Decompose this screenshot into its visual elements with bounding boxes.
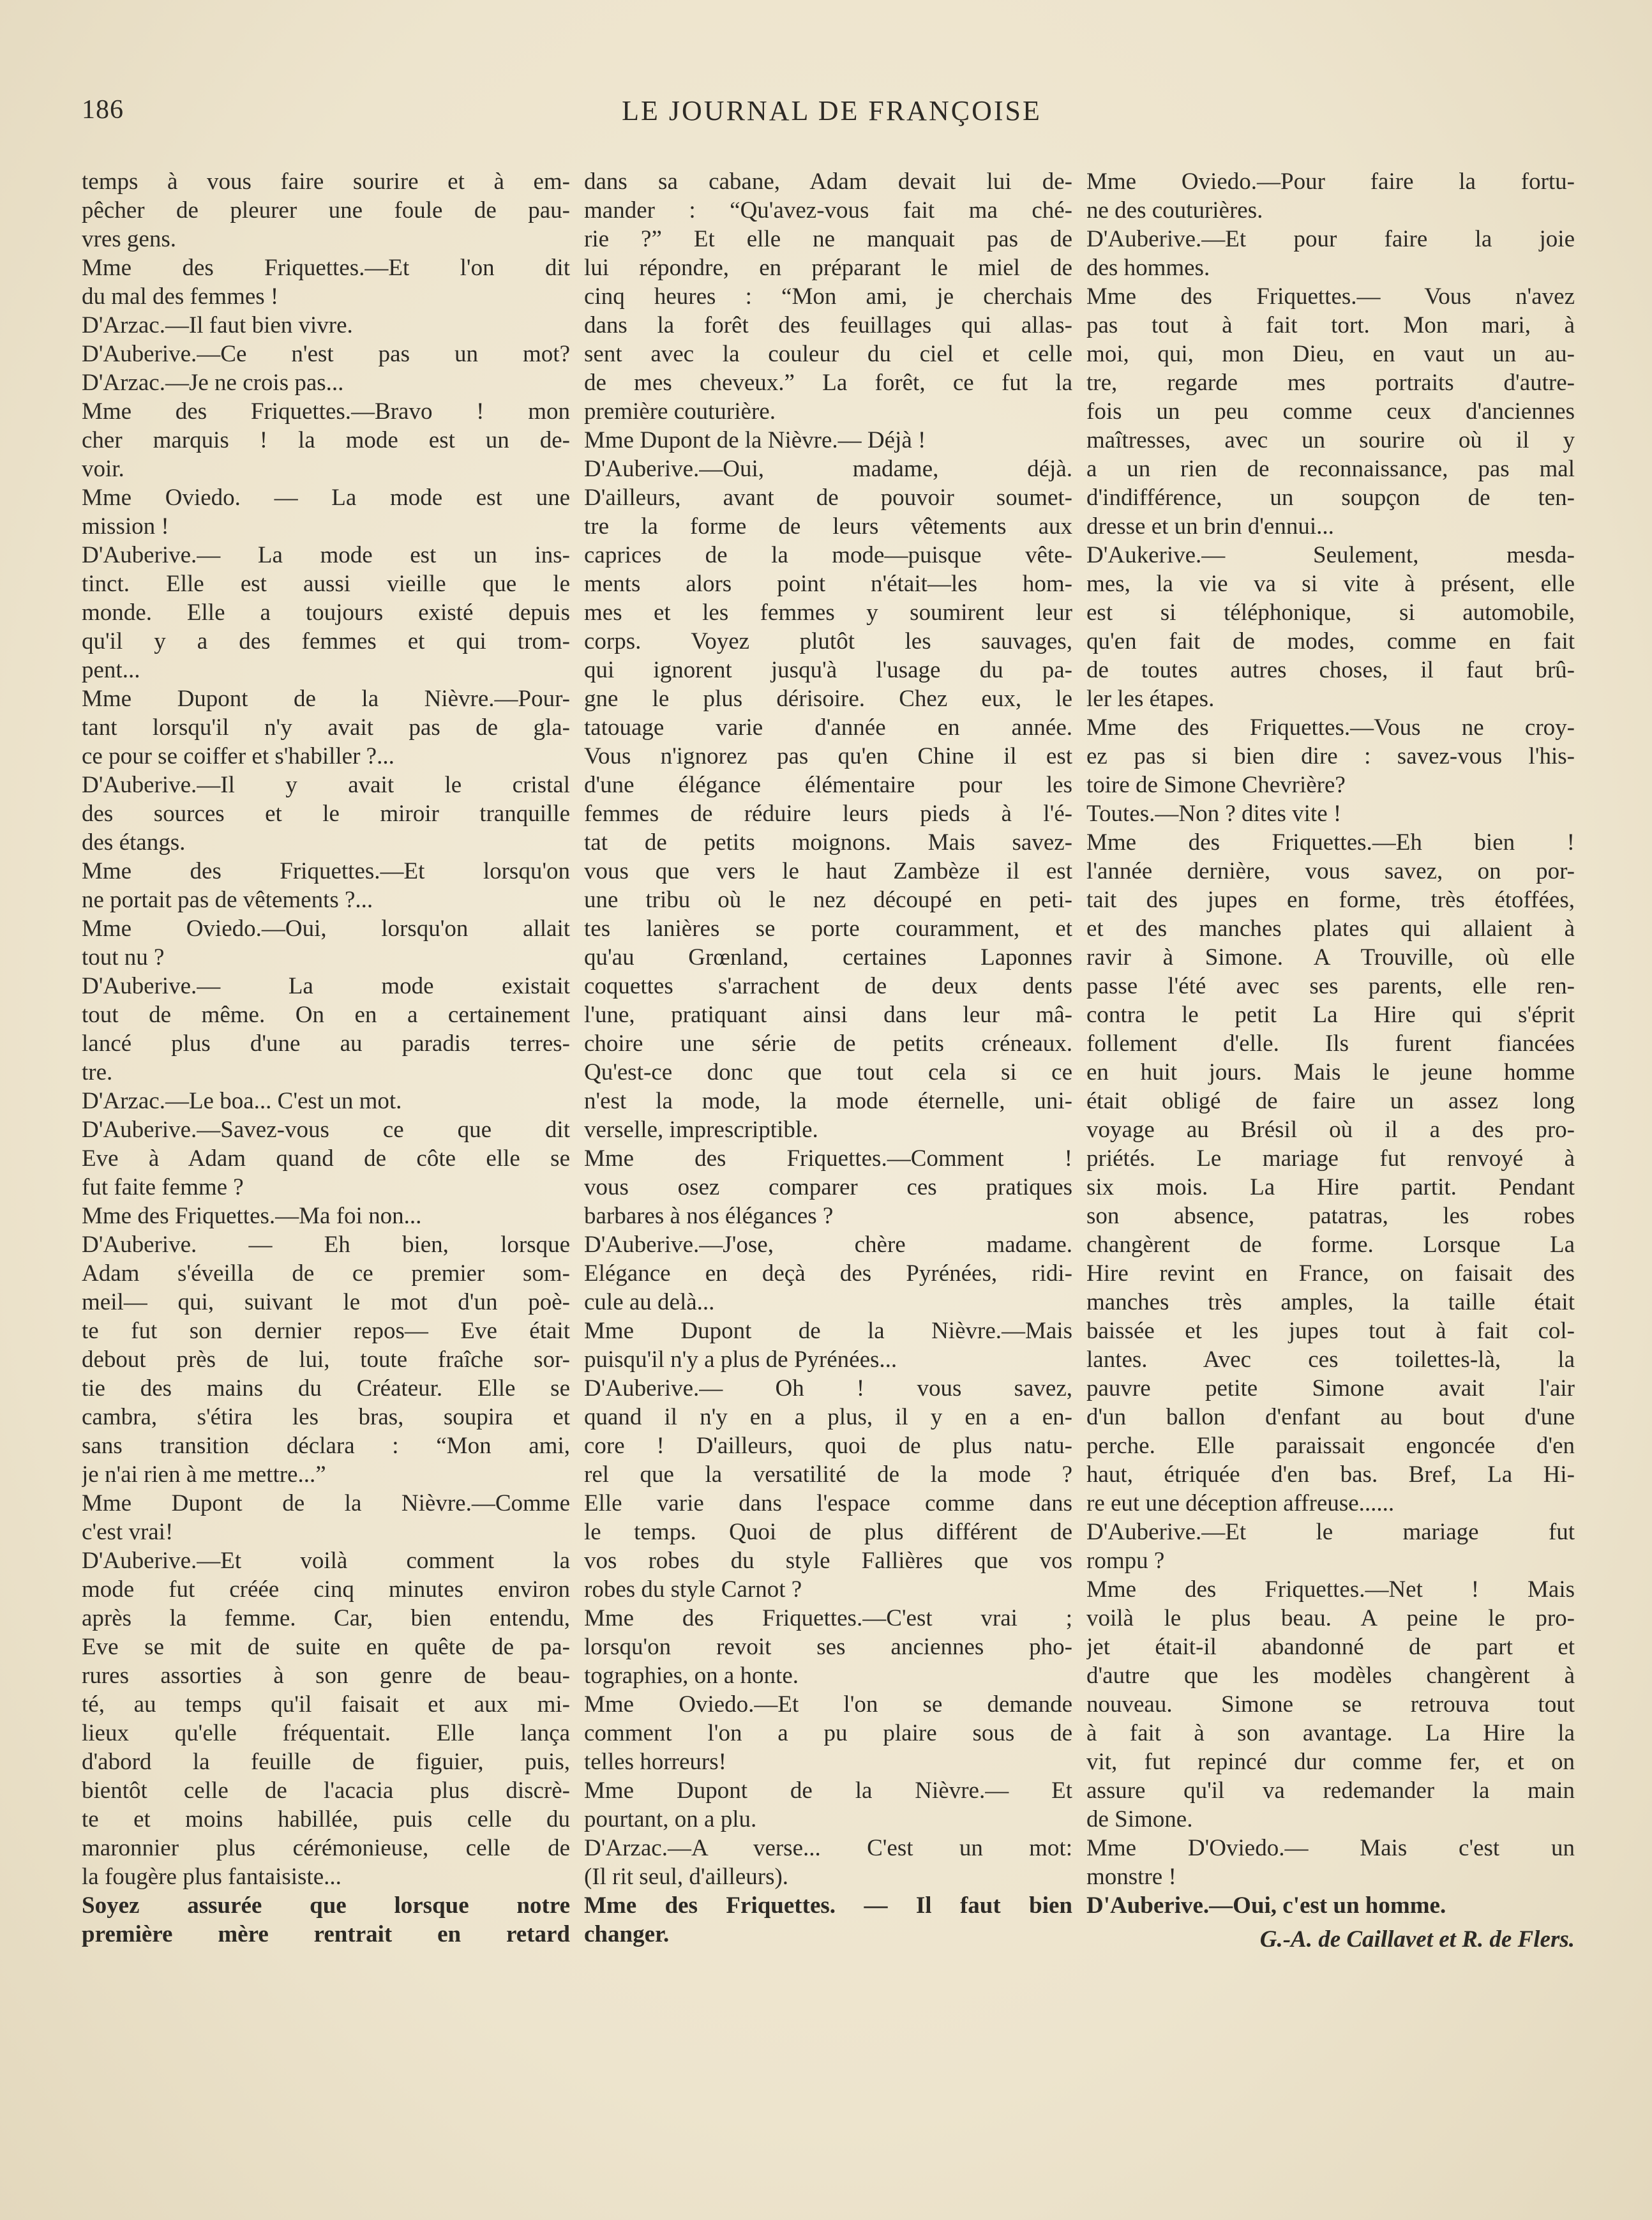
text-line: contra le petit La Hire qui s'éprit — [1086, 1002, 1575, 1028]
text-line: qui ignorent jusqu'à l'usage du pa- — [584, 657, 1072, 683]
text-line: puisqu'il n'y a plus de Pyrénées... — [584, 1347, 897, 1373]
text-line: mander : “Qu'avez-vous fait ma ché- — [584, 197, 1072, 223]
text-line: D'Auberive.—J'ose, chère madame. — [584, 1232, 1072, 1258]
text-line: des sources et le miroir tranquille — [82, 801, 570, 827]
text-line: baissée et les jupes tout à fait col- — [1086, 1318, 1575, 1344]
text-line: son absence, patatras, les robes — [1086, 1203, 1575, 1229]
text-line: tre la forme de leurs vêtements aux — [584, 513, 1072, 540]
text-line: Elégance en deçà des Pyrénées, ridi- — [584, 1260, 1072, 1287]
text-line: Mme Oviedo.—Pour faire la fortu- — [1086, 169, 1575, 195]
text-line: Mme Oviedo. — La mode est une — [82, 485, 570, 511]
text-line: lantes. Avec ces toilettes-là, la — [1086, 1347, 1575, 1373]
text-line: gne le plus dérisoire. Chez eux, le — [584, 686, 1072, 712]
text-line: Mme Dupont de la Nièvre.—Mais — [584, 1318, 1072, 1344]
text-line: une tribu où le nez découpé en peti- — [584, 887, 1072, 913]
text-line: à fait à son avantage. La Hire la — [1086, 1720, 1575, 1746]
text-line: Eve à Adam quand de côte elle se — [82, 1145, 570, 1172]
text-line: qu'au Grœnland, certaines Laponnes — [584, 944, 1072, 970]
text-line: te et moins habillée, puis celle du — [82, 1806, 570, 1832]
text-column-right — [1086, 167, 1575, 1954]
text-line: D'Auberive.—Ce n'est pas un mot? — [82, 341, 570, 367]
text-line: lui répondre, en préparant le miel de — [584, 255, 1072, 281]
text-line: six mois. La Hire partit. Pendant — [1086, 1174, 1575, 1200]
text-line: quand il n'y en a plus, il y en a en- — [584, 1404, 1072, 1430]
text-line: était obligé de faire un assez long — [1086, 1088, 1575, 1114]
text-line: Mme Dupont de la Nièvre.—Comme — [82, 1490, 570, 1516]
text-line: rie ?” Et elle ne manquait pas de — [584, 226, 1072, 252]
text-line: la fougère plus fantaisiste... — [82, 1864, 342, 1890]
text-line: maronnier plus cérémonieuse, celle de — [82, 1835, 570, 1861]
text-line: caprices de la mode—puisque vête- — [584, 542, 1072, 568]
text-line: de mes cheveux.” La forêt, ce fut la — [584, 370, 1072, 396]
text-line: D'Auberive.—Oui, madame, déjà. — [584, 456, 1072, 482]
text-line: l'une, pratiquant ainsi dans leur mâ- — [584, 1002, 1072, 1028]
text-line: et des manches plates qui allaient à — [1086, 916, 1575, 942]
text-line: mission ! — [82, 513, 169, 540]
text-line: D'Auberive. — Eh bien, lorsque — [82, 1232, 570, 1258]
text-line: té, au temps qu'il faisait et aux mi- — [82, 1691, 570, 1718]
text-line: du mal des femmes ! — [82, 283, 279, 310]
text-line: ments alors point n'était—les hom- — [584, 571, 1072, 597]
text-line: rures assorties à son genre de beau- — [82, 1663, 570, 1689]
text-line: robes du style Carnot ? — [584, 1576, 802, 1603]
text-line: n'est la mode, la mode éternelle, uni- — [584, 1088, 1072, 1114]
article-columns — [82, 167, 1582, 2083]
text-line: Toutes.—Non ? dites vite ! — [1086, 801, 1342, 827]
text-line: pas tout à fait tort. Mon mari, à — [1086, 312, 1575, 338]
text-line: ne des couturières. — [1086, 197, 1263, 223]
text-line: ler les étapes. — [1086, 686, 1215, 712]
text-line: de toutes autres choses, il faut brû- — [1086, 657, 1575, 683]
text-line: Soyez assurée que lorsque notre — [82, 1892, 570, 1919]
text-line: D'Arzac.—A verse... C'est un mot: — [584, 1835, 1072, 1861]
text-line: Mme des Friquettes.—Vous ne croy- — [1086, 714, 1575, 741]
text-line: vres gens. — [82, 226, 176, 252]
text-line: tout de même. On en a certainement — [82, 1002, 570, 1028]
text-line: ez pas si bien dire : savez-vous l'his- — [1086, 743, 1575, 769]
text-line: Mme des Friquettes.—Bravo ! mon — [82, 398, 570, 425]
text-line: le temps. Quoi de plus différent de — [584, 1519, 1072, 1545]
text-line: de Simone. — [1086, 1806, 1193, 1832]
text-line: tie des mains du Créateur. Elle se — [82, 1375, 570, 1401]
text-line: Mme des Friquettes.—Comment ! — [584, 1145, 1072, 1172]
text-line: dresse et un brin d'ennui... — [1086, 513, 1334, 540]
text-line: D'Auberive.— Oh ! vous savez, — [584, 1375, 1072, 1401]
text-line: Mme Dupont de la Nièvre.— Déjà ! — [584, 427, 926, 453]
text-line: sans transition déclara : “Mon ami, — [82, 1433, 570, 1459]
text-line: monde. Elle a toujours existé depuis — [82, 600, 570, 626]
text-line: tographies, on a honte. — [584, 1663, 799, 1689]
text-line: Vous n'ignorez pas qu'en Chine il est — [584, 743, 1072, 769]
text-line: Mme Oviedo.—Oui, lorsqu'on allait — [82, 916, 570, 942]
text-line: cinq heures : “Mon ami, je cherchais — [584, 283, 1072, 310]
text-line: fut faite femme ? — [82, 1174, 244, 1200]
text-line: temps à vous faire sourire et à em- — [82, 169, 570, 195]
text-line: lorsqu'on revoit ses anciennes pho- — [584, 1634, 1072, 1660]
text-line: mes, la vie va si vite à présent, elle — [1086, 571, 1575, 597]
text-line: première mère rentrait en retard — [82, 1921, 570, 1947]
text-line: l'année dernière, vous savez, on por- — [1086, 858, 1575, 884]
text-line: des étangs. — [82, 829, 186, 856]
text-line: pent... — [82, 657, 140, 683]
text-line: Mme des Friquettes.—C'est vrai ; — [584, 1605, 1072, 1631]
text-column-middle — [584, 167, 1072, 1949]
text-line: coquettes s'arrachent de deux dents — [584, 973, 1072, 999]
text-line: monstre ! — [1086, 1864, 1176, 1890]
text-line: choire une série de petits créneaux. — [584, 1031, 1072, 1057]
text-line: haut, étriquée d'en bas. Bref, La Hi- — [1086, 1461, 1575, 1488]
text-line: tes lanières se porte couramment, et — [584, 916, 1072, 942]
text-line: d'abord la feuille de figuier, puis, — [82, 1749, 570, 1775]
text-line: meil— qui, suivant le mot d'un poè- — [82, 1289, 570, 1315]
text-line: assure qu'il va redemander la main — [1086, 1778, 1575, 1804]
text-line: telles horreurs! — [584, 1749, 726, 1775]
text-line: barbares à nos élégances ? — [584, 1203, 834, 1229]
text-line: d'un ballon d'enfant au bout d'une — [1086, 1404, 1575, 1430]
text-line: d'indifférence, un soupçon de ten- — [1086, 485, 1575, 511]
text-line: mode fut créée cinq minutes environ — [82, 1576, 570, 1603]
text-line: mes et les femmes y soumirent leur — [584, 600, 1072, 626]
text-line: femmes de réduire leurs pieds à l'é- — [584, 801, 1072, 827]
text-line: bientôt celle de l'acacia plus discrè- — [82, 1778, 570, 1804]
text-line: corps. Voyez plutôt les sauvages, — [584, 628, 1072, 654]
text-line: dans la forêt des feuillages qui allas- — [584, 312, 1072, 338]
text-line: Mme des Friquettes.—Net ! Mais — [1086, 1576, 1575, 1603]
text-line: core ! D'ailleurs, quoi de plus natu- — [584, 1433, 1072, 1459]
text-line: tinct. Elle est aussi vieille que le — [82, 571, 570, 597]
text-line: D'ailleurs, avant de pouvoir soumet- — [584, 485, 1072, 511]
text-line: voir. — [82, 456, 124, 482]
text-line: comment l'on a pu plaire sous de — [584, 1720, 1072, 1746]
text-line: d'une élégance élémentaire pour les — [584, 772, 1072, 798]
text-line: D'Auberive.—Savez-vous ce que dit — [82, 1117, 570, 1143]
text-line: qu'il y a des femmes et qui trom- — [82, 628, 570, 654]
text-line: Mme des Friquettes.— Vous n'avez — [1086, 283, 1575, 310]
text-line: Mme des Friquettes. — Il faut bien — [584, 1892, 1072, 1919]
text-line: Eve se mit de suite en quête de pa- — [82, 1634, 570, 1660]
text-line: tant lorsqu'il n'y avait pas de gla- — [82, 714, 570, 741]
page-number: 186 — [82, 95, 124, 125]
text-line: vous osez comparer ces pratiques — [584, 1174, 1072, 1200]
text-line: Mme des Friquettes.—Eh bien ! — [1086, 829, 1575, 856]
text-line: Hire revint en France, on faisait des — [1086, 1260, 1575, 1287]
text-line: vit, fut repincé dur comme fer, et on — [1086, 1749, 1575, 1775]
text-line: D'Auberive.— La mode existait — [82, 973, 570, 999]
text-line: tre. — [82, 1059, 113, 1085]
text-line: D'Auberive.—Il y avait le cristal — [82, 772, 570, 798]
text-line: est si téléphonique, si automobile, — [1086, 600, 1575, 626]
text-line: Elle varie dans l'espace comme dans — [584, 1490, 1072, 1516]
text-line: lieux qu'elle fréquentait. Elle lança — [82, 1720, 570, 1746]
text-line: rompu ? — [1086, 1548, 1165, 1574]
text-line: D'Arzac.—Le boa... C'est un mot. — [82, 1088, 402, 1114]
text-line: (Il rit seul, d'ailleurs). — [584, 1864, 789, 1890]
text-line: ce pour se coiffer et s'habiller ?... — [82, 743, 394, 769]
text-line: D'Auberive.—Et voilà comment la — [82, 1548, 570, 1574]
text-line: Mme des Friquettes.—Et lorsqu'on — [82, 858, 570, 884]
text-line: d'autre que les modèles changèrent à — [1086, 1663, 1575, 1689]
text-line: passe l'été avec ses parents, elle ren- — [1086, 973, 1575, 999]
text-line: lancé plus d'une au paradis terres- — [82, 1031, 570, 1057]
text-line: fois un peu comme ceux d'anciennes — [1086, 398, 1575, 425]
text-line: pauvre petite Simone avait l'air — [1086, 1375, 1575, 1401]
text-line: changèrent de forme. Lorsque La — [1086, 1232, 1575, 1258]
text-line: tait des jupes en forme, très étoffées, — [1086, 887, 1575, 913]
text-line: debout près de lui, toute fraîche sor- — [82, 1347, 570, 1373]
text-line: voilà le plus beau. A peine le pro- — [1086, 1605, 1575, 1631]
text-line: jet était-il abandonné de part et — [1086, 1634, 1575, 1660]
text-line: cher marquis ! la mode est un de- — [82, 427, 570, 453]
text-line: sent avec la couleur du ciel et celle — [584, 341, 1072, 367]
text-line: c'est vrai! — [82, 1519, 174, 1545]
text-line: première couturière. — [584, 398, 776, 425]
text-line: des hommes. — [1086, 255, 1210, 281]
text-line: Mme Dupont de la Nièvre.— Et — [584, 1778, 1072, 1804]
text-line: ne portait pas de vêtements ?... — [82, 887, 373, 913]
text-line: D'Auberive.— La mode est un ins- — [82, 542, 570, 568]
text-line: tre, regarde mes portraits d'autre- — [1086, 370, 1575, 396]
text-line: dans sa cabane, Adam devait lui de- — [584, 169, 1072, 195]
text-line: tout nu ? — [82, 944, 165, 970]
text-line: qu'en fait de modes, comme en fait — [1086, 628, 1575, 654]
text-line: après la femme. Car, bien entendu, — [82, 1605, 570, 1631]
text-line: cambra, s'étira les bras, soupira et — [82, 1404, 570, 1430]
text-line: Mme D'Oviedo.— Mais c'est un — [1086, 1835, 1575, 1861]
text-line: verselle, imprescriptible. — [584, 1117, 818, 1143]
text-line: te fut son dernier repos— Eve était — [82, 1318, 570, 1344]
text-line: Mme Oviedo.—Et l'on se demande — [584, 1691, 1072, 1718]
text-line: rel que la versatilité de la mode ? — [584, 1461, 1072, 1488]
text-line: D'Arzac.—Je ne crois pas... — [82, 370, 344, 396]
text-line: maîtresses, avec un sourire où il y — [1086, 427, 1575, 453]
text-line: moi, qui, mon Dieu, en vaut un au- — [1086, 341, 1575, 367]
text-line: pêcher de pleurer une foule de pau- — [82, 197, 570, 223]
text-line: D'Auberive.—Oui, c'est un homme. — [1086, 1892, 1446, 1919]
text-line: tatouage varie d'année en année. — [584, 714, 1072, 741]
page-header — [82, 94, 1582, 139]
text-line: follement d'elle. Ils furent fiancées — [1086, 1031, 1575, 1057]
text-line: perche. Elle paraissait engoncée d'en — [1086, 1433, 1575, 1459]
text-line: D'Aukerive.— Seulement, mesda- — [1086, 542, 1575, 568]
text-line: toire de Simone Chevrière? — [1086, 772, 1346, 798]
author-signature: G.-A. de Caillavet et R. de Flers. — [1259, 1926, 1575, 1952]
text-line: re eut une déception affreuse...... — [1086, 1490, 1395, 1516]
text-column-left — [82, 167, 570, 1949]
text-line: D'Arzac.—Il faut bien vivre. — [82, 312, 353, 338]
text-line: cule au delà... — [584, 1289, 715, 1315]
text-line: manches très amples, la taille était — [1086, 1289, 1575, 1315]
text-line: nouveau. Simone se retrouva tout — [1086, 1691, 1575, 1718]
text-line: pourtant, on a plu. — [584, 1806, 757, 1832]
text-line: Mme des Friquettes.—Ma foi non... — [82, 1203, 422, 1229]
text-line: je n'ai rien à me mettre...” — [82, 1461, 326, 1488]
text-line: D'Auberive.—Et pour faire la joie — [1086, 226, 1575, 252]
text-line: vos robes du style Fallières que vos — [584, 1548, 1072, 1574]
text-line: en huit jours. Mais le jeune homme — [1086, 1059, 1575, 1085]
text-line: Qu'est-ce donc que tout cela si ce — [584, 1059, 1072, 1085]
text-line: a un rien de reconnaissance, pas mal — [1086, 456, 1575, 482]
text-line: Mme des Friquettes.—Et l'on dit — [82, 255, 570, 281]
journal-title: LE JOURNAL DE FRANÇOISE — [622, 95, 1042, 126]
text-line: ravir à Simone. A Trouville, où elle — [1086, 944, 1575, 970]
text-line: tat de petits moignons. Mais savez- — [584, 829, 1072, 856]
text-line: vous que vers le haut Zambèze il est — [584, 858, 1072, 884]
text-line: changer. — [584, 1921, 670, 1947]
text-line: D'Auberive.—Et le mariage fut — [1086, 1519, 1575, 1545]
text-line: priétés. Le mariage fut renvoyé à — [1086, 1145, 1575, 1172]
text-line: Adam s'éveilla de ce premier som- — [82, 1260, 570, 1287]
text-line: Mme Dupont de la Nièvre.—Pour- — [82, 686, 570, 712]
text-line: voyage au Brésil où il a des pro- — [1086, 1117, 1575, 1143]
